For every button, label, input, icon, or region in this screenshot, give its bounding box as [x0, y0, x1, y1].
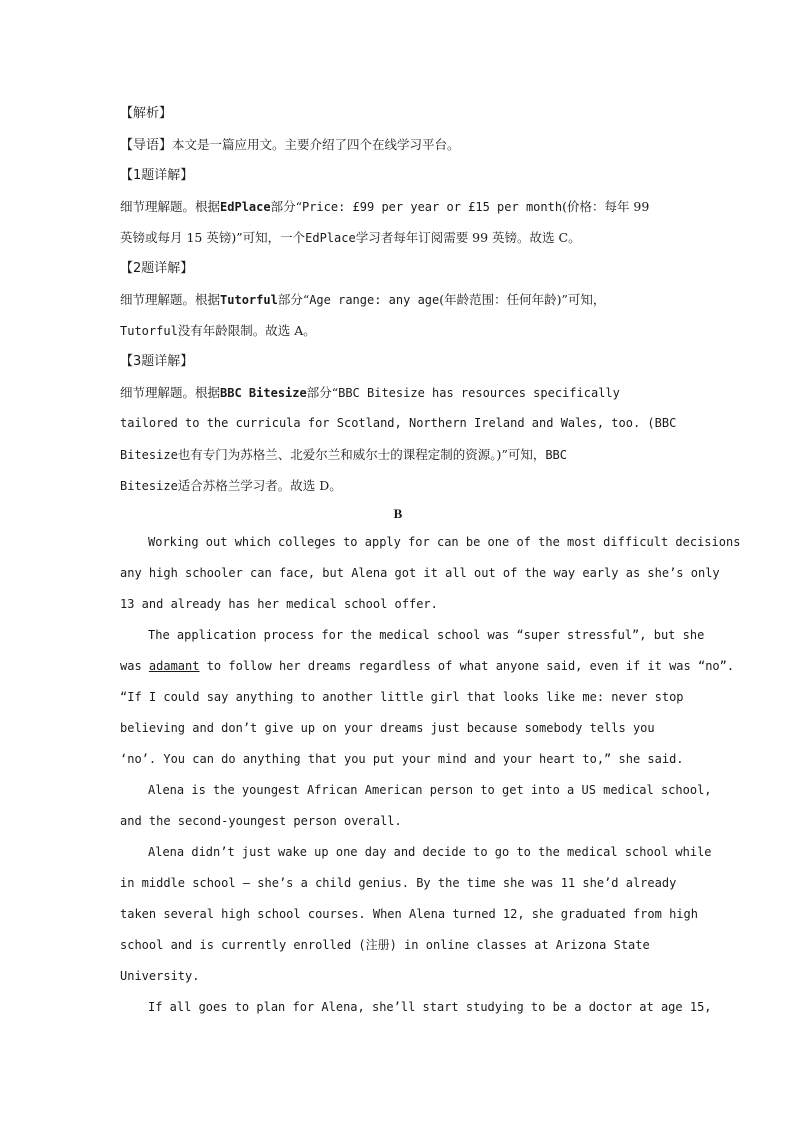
q2-text: ”可知，: [561, 292, 606, 307]
q3-line-4: [120, 470, 676, 501]
q2-quote: Age range: any age: [309, 293, 440, 307]
q1-label: 【1题详解】: [120, 168, 194, 183]
p4-line: taken several high school courses. When Alena turned 12, she graduated from high: [120, 907, 698, 921]
q3-quote: BBC Bitesize has resources specifically: [338, 386, 620, 400]
q3-line-1: [120, 377, 676, 408]
p2-line: believing and don’t give up on your dreams just because somebody tells you: [120, 721, 655, 735]
intro-text: 本文是一篇应用文。主要介绍了四个在线学习平台。: [172, 137, 460, 152]
p2-text: to follow her dreams regardless of what anyone said, even if it was “no”.: [199, 659, 735, 673]
q1-text: (价格：每年 99: [562, 199, 650, 214]
q3-line-3: [120, 439, 676, 470]
analysis-header: 【解析】: [120, 106, 173, 121]
q2-line-1: [120, 284, 676, 315]
p4-line: University.: [120, 969, 200, 983]
q3-quote: tailored to the curricula for Scotland, Northern Ireland and Wales, too.: [120, 416, 641, 430]
q1-text: ”可知，一个: [236, 230, 306, 245]
q1-answer: 学习者每年订阅需要 99 英镑。故选 C。: [355, 230, 581, 245]
p4-line: Alena didn’t just wake up one day and decide to go to the medical school while: [148, 845, 712, 859]
q1-line-1: [120, 191, 676, 222]
q1-text: 英镑或每月 15 英镑): [120, 230, 237, 245]
q2-text: (年龄范围：任何年龄): [439, 292, 562, 307]
intro-line: [120, 129, 676, 160]
q3-answer: 适合苏格兰学习者。故选 D。: [177, 478, 342, 493]
q3-keyword: BBC Bitesize: [220, 386, 307, 400]
p2-text: was: [120, 659, 149, 673]
document-page: [120, 98, 741, 1023]
q3-label: 【3题详解】: [120, 354, 194, 369]
q1-text: 细节理解题。根据: [120, 199, 221, 214]
q2-keyword: Tutorful: [120, 324, 178, 338]
q3-text: ”可知，: [501, 447, 546, 462]
q3-text: 部分“: [306, 385, 339, 400]
q1-quote: Price: £99 per year or £15 per month: [301, 200, 563, 214]
section-heading: B: [393, 506, 403, 521]
p4-line: school and is currently enrolled (注册) in online classes at Arizona State: [120, 938, 650, 952]
q2-label: 【2题详解】: [120, 261, 194, 276]
q3-quote: (BBC: [640, 416, 677, 430]
p3-line: Alena is the youngest African American person to get into a US medical school,: [148, 783, 712, 797]
q2-text: 部分“: [277, 292, 310, 307]
p2-line: ‘no’. You can do anything that you put your mind and your heart to,” she said.: [120, 752, 684, 766]
q2-text: 细节理解题。根据: [120, 292, 221, 307]
underlined-word: adamant: [148, 659, 200, 673]
q1-text: 部分“: [270, 199, 302, 214]
q3-text: 也有专门为苏格兰、北爱尔兰和威尔士的课程定制的资源。): [177, 447, 502, 462]
p1-line: 13 and already has her medical school offer.: [120, 597, 438, 611]
q2-line-2: [120, 315, 676, 346]
q3-keyword: Bitesize: [120, 448, 178, 462]
q1-keyword: EdPlace: [220, 200, 271, 214]
p2-line: [120, 651, 735, 682]
q1-keyword: EdPlace: [305, 231, 356, 245]
q1-line-2: [120, 222, 676, 253]
p2-line: “If I could say anything to another little girl that looks like me: never stop: [120, 690, 684, 704]
q3-keyword: Bitesize: [120, 479, 178, 493]
q3-line-2: [120, 408, 676, 439]
p1-line: any high schooler can face, but Alena got it all out of the way early as she’s only: [120, 566, 720, 580]
q2-answer: 没有年龄限制。故选 A。: [177, 323, 316, 338]
p5-line: If all goes to plan for Alena, she’ll start studying to be a doctor at age 15,: [148, 1000, 712, 1014]
p2-line: The application process for the medical school was “super stressful”, but she: [148, 628, 705, 642]
p4-line: in middle school — she’s a child genius. By the time she was 11 she’d already: [120, 876, 677, 890]
p1-line: Working out which colleges to apply for can be one of the most difficult decisions: [148, 535, 741, 549]
q2-keyword: Tutorful: [220, 293, 278, 307]
q3-text: 细节理解题。根据: [120, 385, 221, 400]
q3-keyword: BBC: [545, 448, 568, 462]
intro-label: 【导语】: [120, 138, 173, 153]
p3-line: and the second-youngest person overall.: [120, 814, 402, 828]
